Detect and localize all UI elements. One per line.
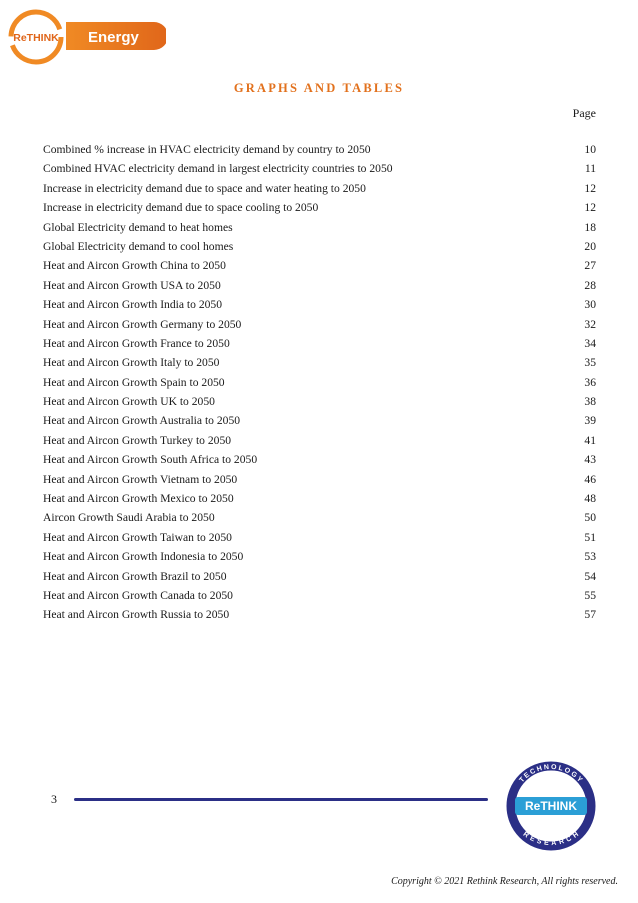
- toc-entry-label: Heat and Aircon Growth Vietnam to 2050: [43, 472, 238, 486]
- toc-entry[interactable]: [43, 434, 596, 453]
- toc-entry-page: 27: [584, 259, 596, 273]
- toc-entry-page: 35: [584, 356, 596, 370]
- logo-tag: Energy: [88, 29, 139, 46]
- seal-center-text: ReTHINK: [524, 799, 578, 813]
- page-number: 3: [51, 792, 57, 806]
- toc-entry[interactable]: [43, 453, 596, 472]
- toc-entry[interactable]: [43, 240, 596, 259]
- toc-entry[interactable]: [43, 550, 596, 569]
- toc-entry-label: Heat and Aircon Growth Russia to 2050: [43, 608, 230, 622]
- toc-entry[interactable]: [43, 414, 596, 433]
- seal-top-text: TECHNOLOGY: [518, 763, 584, 785]
- rethink-energy-logo: [6, 8, 166, 68]
- toc-entry[interactable]: [43, 531, 596, 550]
- toc-entry-page: 38: [584, 395, 596, 409]
- toc-entry-label: Combined % increase in HVAC electricity demand by country to 2050: [43, 143, 371, 156]
- toc-entry[interactable]: [43, 589, 596, 608]
- toc-entry[interactable]: [43, 182, 596, 201]
- page-column-header: Page: [572, 106, 596, 120]
- toc-entry-label: Global Electricity demand to cool homes: [43, 239, 234, 253]
- toc-entry-page: 39: [584, 414, 596, 428]
- toc-entry[interactable]: [43, 356, 596, 375]
- toc-entry-label: Heat and Aircon Growth Australia to 2050: [43, 414, 241, 428]
- toc-entry[interactable]: [43, 298, 596, 317]
- toc-entry[interactable]: [43, 376, 596, 395]
- toc-entry-page: 11: [584, 162, 596, 176]
- toc-entry-page: 36: [584, 375, 596, 389]
- toc-entry-label: Global Electricity demand to heat homes: [43, 220, 233, 234]
- toc-entry-label: Heat and Aircon Growth Italy to 2050: [43, 356, 220, 370]
- toc-entry[interactable]: [43, 608, 596, 627]
- toc-entry-page: 48: [584, 492, 596, 506]
- toc-entry-label: Heat and Aircon Growth France to 2050: [43, 336, 230, 350]
- toc-entry-label: Increase in electricity demand due to space cooling to 2050: [43, 201, 319, 215]
- toc-entry-page: 46: [584, 472, 596, 486]
- toc-entry-label: Heat and Aircon Growth Germany to 2050: [43, 317, 242, 331]
- toc-entry-label: Heat and Aircon Growth South Africa to 2050: [43, 453, 258, 467]
- toc-entry-label: Heat and Aircon Growth Indonesia to 2050: [43, 550, 244, 564]
- toc-entry-label: Heat and Aircon Growth India to 2050: [43, 298, 223, 312]
- toc-entry-label: Heat and Aircon Growth Spain to 2050: [43, 375, 225, 389]
- logo-text: ReTHINK: [13, 32, 59, 44]
- toc-entry-page: 51: [584, 530, 596, 544]
- toc-entry-page: 57: [584, 608, 596, 622]
- toc-entry[interactable]: [43, 162, 596, 181]
- toc-entry-page: 12: [584, 201, 596, 215]
- toc-entry[interactable]: [43, 337, 596, 356]
- toc-entry-label: Increase in electricity demand due to space and water heating to 2050: [43, 181, 366, 195]
- toc-entry-page: 28: [584, 278, 596, 292]
- toc-entry-page: 32: [584, 317, 596, 331]
- toc-entry-page: 50: [584, 511, 596, 525]
- toc-list: [43, 143, 596, 628]
- toc-entry[interactable]: [43, 473, 596, 492]
- toc-entry[interactable]: [43, 143, 596, 162]
- toc-entry[interactable]: [43, 221, 596, 240]
- toc-entry-label: Aircon Growth Saudi Arabia to 2050: [43, 511, 215, 525]
- copyright-notice: Copyright © 2021 Rethink Research, All rights reserved.: [391, 876, 618, 887]
- toc-entry[interactable]: [43, 570, 596, 589]
- toc-entry[interactable]: [43, 201, 596, 220]
- toc-entry[interactable]: [43, 259, 596, 278]
- toc-entry-label: Heat and Aircon Growth Taiwan to 2050: [43, 530, 232, 544]
- toc-entry-label: Heat and Aircon Growth Brazil to 2050: [43, 569, 227, 583]
- toc-entry-page: 41: [584, 433, 596, 447]
- toc-entry-label: Heat and Aircon Growth USA to 2050: [43, 278, 221, 292]
- toc-entry-page: 34: [584, 336, 596, 350]
- rethink-technology-research-seal: [505, 760, 597, 852]
- toc-entry-page: 12: [584, 181, 596, 195]
- toc-entry-label: Heat and Aircon Growth Canada to 2050: [43, 588, 233, 602]
- toc-entry-label: Heat and Aircon Growth Mexico to 2050: [43, 492, 234, 506]
- footer-rule: [74, 798, 488, 801]
- toc-entry[interactable]: [43, 318, 596, 337]
- toc-entry[interactable]: [43, 395, 596, 414]
- toc-entry-page: 10: [584, 143, 596, 156]
- toc-entry-page: 18: [584, 220, 596, 234]
- toc-entry-label: Heat and Aircon Growth UK to 2050: [43, 395, 215, 409]
- toc-entry-page: 43: [584, 453, 596, 467]
- toc-entry[interactable]: [43, 279, 596, 298]
- toc-entry-page: 30: [584, 298, 596, 312]
- toc-entry-label: Heat and Aircon Growth China to 2050: [43, 259, 226, 273]
- toc-entry[interactable]: [43, 492, 596, 511]
- section-title: GRAPHS AND TABLES: [233, 81, 405, 95]
- toc-entry-page: 53: [584, 550, 596, 564]
- toc-entry[interactable]: [43, 511, 596, 530]
- toc-entry-label: Combined HVAC electricity demand in largest electricity countries to 2050: [43, 162, 393, 176]
- toc-entry-page: 20: [584, 239, 596, 253]
- toc-entry-label: Heat and Aircon Growth Turkey to 2050: [43, 433, 232, 447]
- toc-entry-page: 55: [584, 588, 596, 602]
- toc-entry-page: 54: [584, 569, 596, 583]
- seal-bottom-text: RESEARCH: [521, 830, 581, 848]
